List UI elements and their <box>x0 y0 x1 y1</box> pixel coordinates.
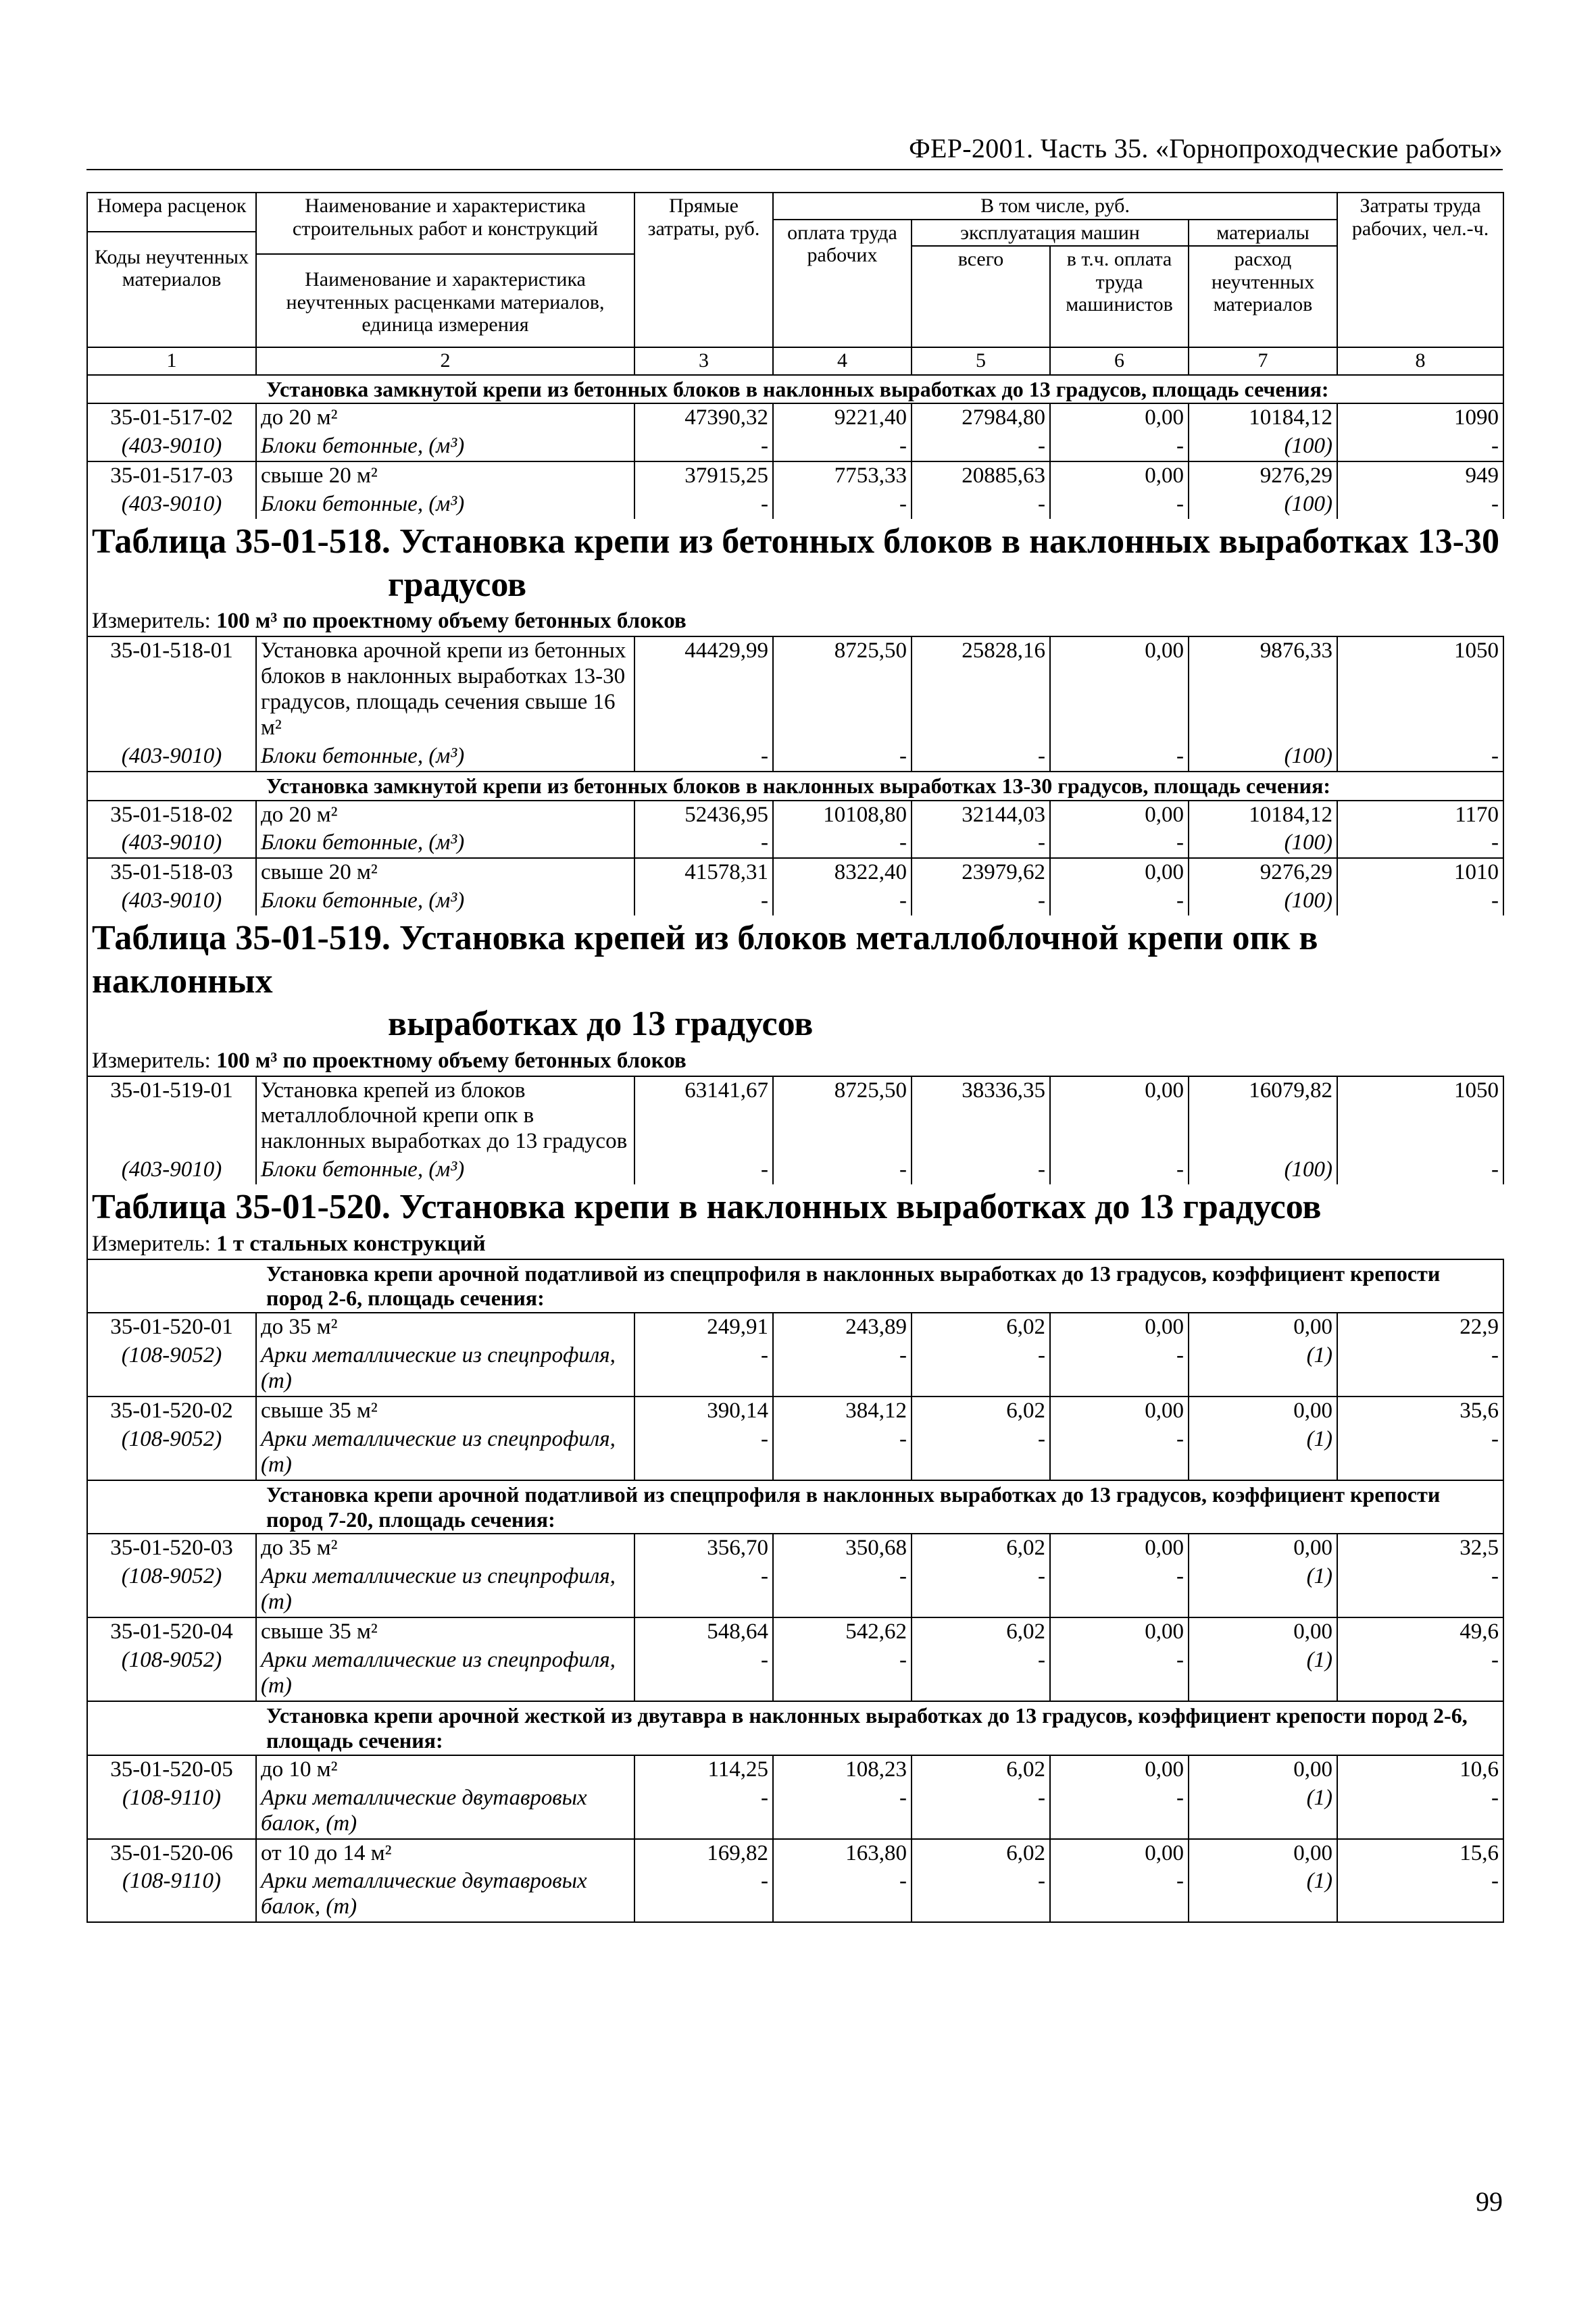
col-num: 8 <box>1337 347 1503 375</box>
table-title-line: Таблица 35-01-520. Установка крепи в наклонных выработках до 13 градусов <box>92 1188 1322 1227</box>
material-operators: - <box>1050 491 1189 519</box>
direct-costs: 356,70 <box>634 1534 773 1563</box>
material-direct: - <box>634 1646 773 1701</box>
material-row <box>87 1426 1503 1480</box>
material-pay: - <box>773 743 912 772</box>
machines-total: 6,02 <box>912 1313 1050 1342</box>
col-header-material-name: Наименование и характеристика неучтенных расценками материалов, единица измерения <box>286 268 605 336</box>
machines-total: 6,02 <box>912 1534 1050 1563</box>
material-direct: - <box>634 432 773 461</box>
material-name: Арки металлические двутавровых балок, (т) <box>256 1867 634 1922</box>
direct-costs: 52436,95 <box>634 801 773 830</box>
worker-pay: 350,68 <box>773 1534 912 1563</box>
material-direct: - <box>634 743 773 772</box>
machines-total: 32144,03 <box>912 801 1050 830</box>
material-labor: - <box>1337 1646 1503 1701</box>
work-name: до 35 м² <box>256 1313 634 1342</box>
rate-row <box>87 1534 1503 1563</box>
rate-row <box>87 636 1503 743</box>
rate-code: 35-01-520-03 <box>87 1534 256 1563</box>
worker-pay: 243,89 <box>773 1313 912 1342</box>
material-pay: - <box>773 491 912 519</box>
rate-row <box>87 461 1503 491</box>
material-operators: - <box>1050 432 1189 461</box>
material-pay: - <box>773 1426 912 1480</box>
material-pay: - <box>773 1867 912 1922</box>
material-operators: - <box>1050 1563 1189 1617</box>
measure-unit <box>87 607 1503 636</box>
material-labor: - <box>1337 1342 1503 1397</box>
material-row <box>87 829 1503 858</box>
material-quantity: (100) <box>1189 1156 1337 1184</box>
col-header-rate-numbers: Номера расценок <box>88 195 255 232</box>
material-quantity: (100) <box>1189 829 1337 858</box>
material-row <box>87 1342 1503 1397</box>
machines-total: 6,02 <box>912 1755 1050 1784</box>
measure-row <box>87 607 1503 636</box>
rate-code: 35-01-520-04 <box>87 1617 256 1646</box>
material-quantity: (1) <box>1189 1342 1337 1397</box>
column-numbers-row <box>87 347 1503 375</box>
material-name: Блоки бетонные, (м³) <box>256 743 634 772</box>
work-name: свыше 35 м² <box>256 1617 634 1646</box>
materials-cost: 10184,12 <box>1189 801 1337 830</box>
material-machines: - <box>912 829 1050 858</box>
col-num: 6 <box>1050 347 1189 375</box>
page-number: 99 <box>1476 2186 1503 2217</box>
rates-sheet <box>86 192 1503 1923</box>
material-row <box>87 887 1503 915</box>
material-machines: - <box>912 1342 1050 1397</box>
col-num: 7 <box>1189 347 1337 375</box>
col-header-codes <box>87 193 256 347</box>
col-header-material-codes: Коды неучтенных материалов <box>95 245 249 291</box>
direct-costs: 47390,32 <box>634 403 773 432</box>
material-operators: - <box>1050 1867 1189 1922</box>
material-direct: - <box>634 1342 773 1397</box>
work-name: до 10 м² <box>256 1755 634 1784</box>
material-code: (403-9010) <box>87 743 256 772</box>
material-code: (403-9010) <box>87 432 256 461</box>
col-header-direct-costs: Прямые затраты, руб. <box>634 193 773 347</box>
col-num: 4 <box>773 347 912 375</box>
table-title-row <box>87 1184 1503 1230</box>
material-machines: - <box>912 432 1050 461</box>
rate-row <box>87 801 1503 830</box>
worker-pay: 163,80 <box>773 1839 912 1868</box>
work-name: до 35 м² <box>256 1534 634 1563</box>
rate-code: 35-01-520-02 <box>87 1397 256 1426</box>
labor-hours: 32,5 <box>1337 1534 1503 1563</box>
material-code: (108-9110) <box>87 1867 256 1922</box>
material-quantity: (1) <box>1189 1784 1337 1839</box>
group-heading: Установка крепи арочной податливой из спецпрофиля в наклонных выработках до 13 градусов, коэффициент крепости пород 7-20, площадь сечения: <box>87 1480 1503 1534</box>
material-code: (108-9052) <box>87 1646 256 1701</box>
material-labor: - <box>1337 1563 1503 1617</box>
material-labor: - <box>1337 743 1503 772</box>
machines-total: 25828,16 <box>912 636 1050 743</box>
material-pay: - <box>773 1784 912 1839</box>
material-row <box>87 1784 1503 1839</box>
materials-cost: 9876,33 <box>1189 636 1337 743</box>
measure-unit <box>87 1047 1503 1076</box>
material-code: (108-9110) <box>87 1784 256 1839</box>
material-direct: - <box>634 1426 773 1480</box>
direct-costs: 63141,67 <box>634 1076 773 1157</box>
material-direct: - <box>634 491 773 519</box>
materials-cost: 0,00 <box>1189 1313 1337 1342</box>
material-direct: - <box>634 1867 773 1922</box>
labor-hours: 1050 <box>1337 636 1503 743</box>
material-name: Блоки бетонные, (м³) <box>256 432 634 461</box>
labor-hours: 35,6 <box>1337 1397 1503 1426</box>
measure-row <box>87 1047 1503 1076</box>
group-heading-row <box>87 772 1503 801</box>
material-pay: - <box>773 1342 912 1397</box>
material-machines: - <box>912 1784 1050 1839</box>
material-machines: - <box>912 491 1050 519</box>
materials-cost: 9276,29 <box>1189 858 1337 887</box>
measure-row <box>87 1230 1503 1259</box>
material-name: Арки металлические из спецпрофиля, (т) <box>256 1646 634 1701</box>
worker-pay: 9221,40 <box>773 403 912 432</box>
material-labor: - <box>1337 432 1503 461</box>
material-name: Блоки бетонные, (м³) <box>256 491 634 519</box>
header-rule <box>86 169 1503 170</box>
material-name: Арки металлические двутавровых балок, (т) <box>256 1784 634 1839</box>
material-quantity: (1) <box>1189 1563 1337 1617</box>
col-header-machines: эксплуатация машин <box>912 220 1189 247</box>
labor-hours: 49,6 <box>1337 1617 1503 1646</box>
material-labor: - <box>1337 887 1503 915</box>
operators-pay: 0,00 <box>1050 801 1189 830</box>
material-operators: - <box>1050 743 1189 772</box>
material-operators: - <box>1050 1646 1189 1701</box>
worker-pay: 10108,80 <box>773 801 912 830</box>
operators-pay: 0,00 <box>1050 636 1189 743</box>
col-num: 3 <box>634 347 773 375</box>
operators-pay: 0,00 <box>1050 403 1189 432</box>
material-code: (403-9010) <box>87 1156 256 1184</box>
work-name: Установка арочной крепи из бетонных блоков в наклонных выработках 13-30 градусов, площадь сечения свыше 16 м² <box>256 636 634 743</box>
table-title-row <box>87 519 1503 607</box>
group-heading-row <box>87 1480 1503 1534</box>
operators-pay: 0,00 <box>1050 1617 1189 1646</box>
material-direct: - <box>634 829 773 858</box>
measure-label: Измеритель: <box>92 609 211 634</box>
col-num: 2 <box>256 347 634 375</box>
labor-hours: 15,6 <box>1337 1839 1503 1868</box>
rate-code: 35-01-520-01 <box>87 1313 256 1342</box>
materials-cost: 0,00 <box>1189 1617 1337 1646</box>
material-operators: - <box>1050 887 1189 915</box>
operators-pay: 0,00 <box>1050 1397 1189 1426</box>
material-direct: - <box>634 1563 773 1617</box>
rate-code: 35-01-518-01 <box>87 636 256 743</box>
group-heading: Установка замкнутой крепи из бетонных блоков в наклонных выработках до 13 градусов, площадь сечения: <box>87 375 1503 404</box>
table-title <box>87 1184 1503 1230</box>
material-code: (108-9052) <box>87 1342 256 1397</box>
direct-costs: 44429,99 <box>634 636 773 743</box>
material-code: (108-9052) <box>87 1563 256 1617</box>
material-name: Арки металлические из спецпрофиля, (т) <box>256 1563 634 1617</box>
direct-costs: 390,14 <box>634 1397 773 1426</box>
worker-pay: 542,62 <box>773 1617 912 1646</box>
group-heading: Установка крепи арочной жесткой из двутавра в наклонных выработках до 13 градусов, коэффициент крепости пород 2-6, площадь сечения: <box>87 1701 1503 1755</box>
material-labor: - <box>1337 1867 1503 1922</box>
machines-total: 20885,63 <box>912 461 1050 491</box>
worker-pay: 8725,50 <box>773 636 912 743</box>
material-row <box>87 1867 1503 1922</box>
machines-total: 6,02 <box>912 1617 1050 1646</box>
measure-value: 1 т стальных конструкций <box>216 1231 486 1256</box>
labor-hours: 1090 <box>1337 403 1503 432</box>
material-quantity: (1) <box>1189 1867 1337 1922</box>
table-title-continuation: градусов <box>388 565 527 604</box>
materials-cost: 16079,82 <box>1189 1076 1337 1157</box>
rate-code: 35-01-517-02 <box>87 403 256 432</box>
material-direct: - <box>634 1784 773 1839</box>
group-heading-row <box>87 1259 1503 1313</box>
material-pay: - <box>773 432 912 461</box>
operators-pay: 0,00 <box>1050 1534 1189 1563</box>
operators-pay: 0,00 <box>1050 1313 1189 1342</box>
rate-row <box>87 1617 1503 1646</box>
header-row-1 <box>87 193 1503 220</box>
table-title-row <box>87 915 1503 1047</box>
materials-cost: 10184,12 <box>1189 403 1337 432</box>
rate-row <box>87 1839 1503 1868</box>
material-quantity: (100) <box>1189 491 1337 519</box>
measure-unit <box>87 1230 1503 1259</box>
material-labor: - <box>1337 1156 1503 1184</box>
material-name: Арки металлические из спецпрофиля, (т) <box>256 1342 634 1397</box>
machines-total: 6,02 <box>912 1397 1050 1426</box>
rates-table-body <box>87 193 1503 1922</box>
rate-code: 35-01-520-05 <box>87 1755 256 1784</box>
direct-costs: 114,25 <box>634 1755 773 1784</box>
labor-hours: 949 <box>1337 461 1503 491</box>
col-header-worker-pay: оплата труда рабочих <box>773 220 912 348</box>
col-header-material-use: расход неучтенных материалов <box>1189 246 1337 347</box>
material-labor: - <box>1337 829 1503 858</box>
material-code: (403-9010) <box>87 887 256 915</box>
rate-code: 35-01-518-02 <box>87 801 256 830</box>
material-code: (403-9010) <box>87 491 256 519</box>
col-num: 1 <box>87 347 256 375</box>
work-name: до 20 м² <box>256 403 634 432</box>
materials-cost: 0,00 <box>1189 1397 1337 1426</box>
work-name: от 10 до 14 м² <box>256 1839 634 1868</box>
worker-pay: 384,12 <box>773 1397 912 1426</box>
materials-cost: 0,00 <box>1189 1534 1337 1563</box>
material-machines: - <box>912 1426 1050 1480</box>
col-header-machines-total: всего <box>912 246 1050 347</box>
material-name: Арки металлические из спецпрофиля, (т) <box>256 1426 634 1480</box>
group-heading-row <box>87 375 1503 404</box>
col-header-work-name: Наименование и характеристика строительных работ и конструкций <box>257 195 634 255</box>
material-pay: - <box>773 1646 912 1701</box>
material-machines: - <box>912 1646 1050 1701</box>
measure-value: 100 м³ по проектному объему бетонных блоков <box>216 1048 687 1073</box>
labor-hours: 1010 <box>1337 858 1503 887</box>
material-operators: - <box>1050 829 1189 858</box>
machines-total: 23979,62 <box>912 858 1050 887</box>
direct-costs: 249,91 <box>634 1313 773 1342</box>
direct-costs: 37915,25 <box>634 461 773 491</box>
rate-row <box>87 1397 1503 1426</box>
direct-costs: 548,64 <box>634 1617 773 1646</box>
material-direct: - <box>634 887 773 915</box>
material-direct: - <box>634 1156 773 1184</box>
material-row <box>87 1156 1503 1184</box>
work-name: свыше 20 м² <box>256 858 634 887</box>
col-header-materials: материалы <box>1189 220 1337 247</box>
material-machines: - <box>912 1156 1050 1184</box>
material-quantity: (1) <box>1189 1426 1337 1480</box>
machines-total: 38336,35 <box>912 1076 1050 1157</box>
labor-hours: 1170 <box>1337 801 1503 830</box>
measure-value: 100 м³ по проектному объему бетонных блоков <box>216 609 687 634</box>
material-row <box>87 432 1503 461</box>
material-machines: - <box>912 1563 1050 1617</box>
operators-pay: 0,00 <box>1050 858 1189 887</box>
table-title-line: Таблица 35-01-519. Установка крепей из блоков металлоблочной крепи опк в наклонных <box>92 919 1318 1001</box>
rate-code: 35-01-519-01 <box>87 1076 256 1157</box>
worker-pay: 8725,50 <box>773 1076 912 1157</box>
material-machines: - <box>912 887 1050 915</box>
labor-hours: 1050 <box>1337 1076 1503 1157</box>
operators-pay: 0,00 <box>1050 1076 1189 1157</box>
table-title <box>87 915 1503 1047</box>
table-title <box>87 519 1503 607</box>
rate-code: 35-01-518-03 <box>87 858 256 887</box>
materials-cost: 9276,29 <box>1189 461 1337 491</box>
material-code: (108-9052) <box>87 1426 256 1480</box>
col-header-group: В том числе, руб. <box>773 193 1337 220</box>
rate-code: 35-01-517-03 <box>87 461 256 491</box>
rate-row <box>87 1755 1503 1784</box>
material-row <box>87 1646 1503 1701</box>
material-name: Блоки бетонные, (м³) <box>256 887 634 915</box>
material-pay: - <box>773 1563 912 1617</box>
work-name: до 20 м² <box>256 801 634 830</box>
material-machines: - <box>912 1867 1050 1922</box>
labor-hours: 10,6 <box>1337 1755 1503 1784</box>
material-row <box>87 491 1503 519</box>
col-header-operators-pay: в т.ч. оплата труда машинистов <box>1050 246 1189 347</box>
material-machines: - <box>912 743 1050 772</box>
measure-label: Измеритель: <box>92 1048 211 1073</box>
material-quantity: (100) <box>1189 743 1337 772</box>
material-quantity: (100) <box>1189 432 1337 461</box>
materials-cost: 0,00 <box>1189 1839 1337 1868</box>
material-labor: - <box>1337 1784 1503 1839</box>
worker-pay: 108,23 <box>773 1755 912 1784</box>
group-heading-row <box>87 1701 1503 1755</box>
material-pay: - <box>773 1156 912 1184</box>
machines-total: 6,02 <box>912 1839 1050 1868</box>
rate-row <box>87 1076 1503 1157</box>
material-labor: - <box>1337 1426 1503 1480</box>
operators-pay: 0,00 <box>1050 461 1189 491</box>
rate-row <box>87 1313 1503 1342</box>
material-labor: - <box>1337 491 1503 519</box>
table-title-continuation: выработках до 13 градусов <box>388 1005 814 1044</box>
worker-pay: 7753,33 <box>773 461 912 491</box>
material-operators: - <box>1050 1426 1189 1480</box>
table-title-line: Таблица 35-01-518. Установка крепи из бетонных блоков в наклонных выработках 13-30 <box>92 522 1499 561</box>
operators-pay: 0,00 <box>1050 1839 1189 1868</box>
direct-costs: 41578,31 <box>634 858 773 887</box>
rates-table <box>86 192 1504 1923</box>
material-name: Блоки бетонные, (м³) <box>256 829 634 858</box>
material-code: (403-9010) <box>87 829 256 858</box>
worker-pay: 8322,40 <box>773 858 912 887</box>
group-heading: Установка крепи арочной податливой из спецпрофиля в наклонных выработках до 13 градусов, коэффициент крепости пород 2-6, площадь сечения: <box>87 1259 1503 1313</box>
rate-row <box>87 858 1503 887</box>
machines-total: 27984,80 <box>912 403 1050 432</box>
materials-cost: 0,00 <box>1189 1755 1337 1784</box>
material-row <box>87 743 1503 772</box>
rate-code: 35-01-520-06 <box>87 1839 256 1868</box>
rate-row <box>87 403 1503 432</box>
material-row <box>87 1563 1503 1617</box>
material-name: Блоки бетонные, (м³) <box>256 1156 634 1184</box>
work-name: Установка крепей из блоков металлоблочной крепи опк в наклонных выработках до 13 градусов <box>256 1076 634 1157</box>
material-pay: - <box>773 829 912 858</box>
col-header-names <box>256 193 634 347</box>
group-heading: Установка замкнутой крепи из бетонных блоков в наклонных выработках 13-30 градусов, площадь сечения: <box>87 772 1503 801</box>
direct-costs: 169,82 <box>634 1839 773 1868</box>
work-name: свыше 20 м² <box>256 461 634 491</box>
labor-hours: 22,9 <box>1337 1313 1503 1342</box>
work-name: свыше 35 м² <box>256 1397 634 1426</box>
material-quantity: (1) <box>1189 1646 1337 1701</box>
material-pay: - <box>773 887 912 915</box>
material-operators: - <box>1050 1342 1189 1397</box>
operators-pay: 0,00 <box>1050 1755 1189 1784</box>
material-operators: - <box>1050 1784 1189 1839</box>
col-header-labor: Затраты труда рабочих, чел.-ч. <box>1337 193 1503 347</box>
measure-label: Измеритель: <box>92 1231 211 1256</box>
col-num: 5 <box>912 347 1050 375</box>
material-operators: - <box>1050 1156 1189 1184</box>
material-quantity: (100) <box>1189 887 1337 915</box>
running-header: ФЕР-2001. Часть 35. «Горнопроходческие работы» <box>909 133 1503 164</box>
